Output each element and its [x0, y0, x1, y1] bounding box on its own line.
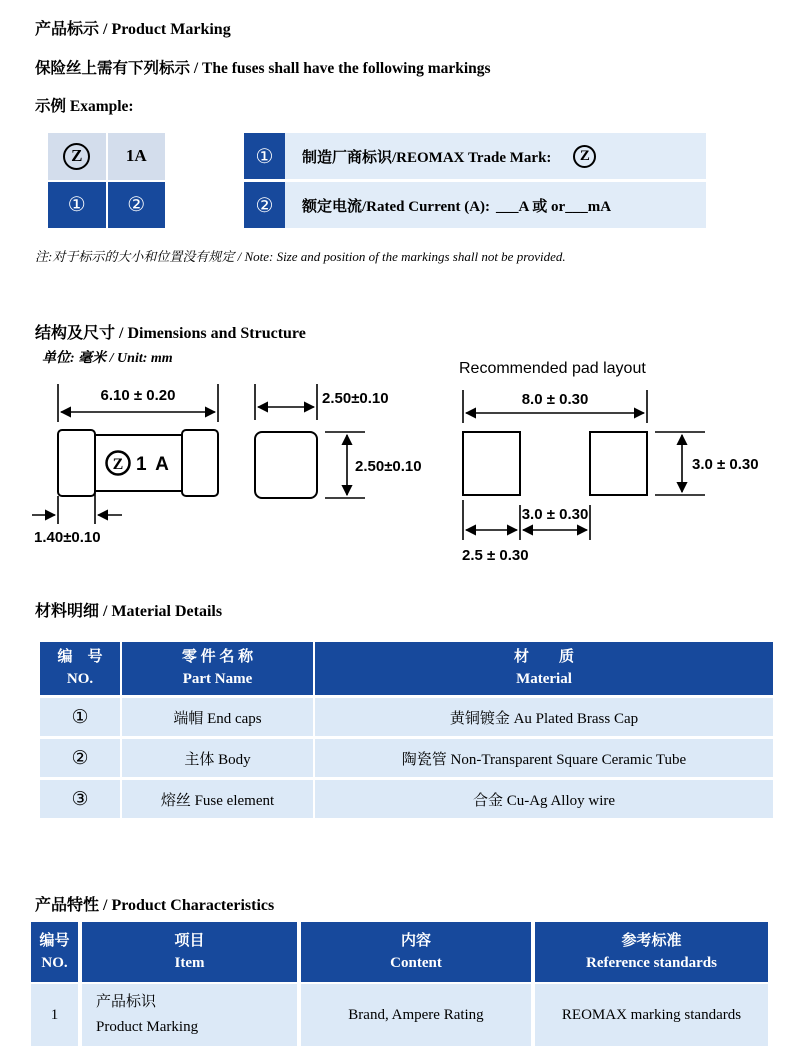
reomax-logo-icon: Z [63, 143, 90, 170]
char-header-item-zh: 项目 [174, 932, 205, 949]
pad-layout-title: Recommended pad layout [459, 360, 646, 377]
material-header-no-en: NO. [66, 670, 94, 687]
fuse-cross-section-diagram [240, 376, 440, 566]
material-header-no-zh: 编 号 [57, 648, 103, 665]
char-header-item [82, 922, 297, 982]
legend-text-trademark [285, 133, 706, 179]
legend-row-trademark [244, 133, 706, 179]
material-header-part-zh: 零 件 名 称 [181, 648, 254, 665]
material-header-material-zh: 材 质 [513, 648, 574, 665]
fuse-front-view-diagram [30, 376, 235, 566]
material-header-no [40, 642, 120, 695]
char-header-reference-zh: 参考标准 [621, 932, 682, 949]
reomax-logo-icon: Z [573, 145, 596, 168]
dim-height-label: 2.50±0.10 [355, 458, 422, 475]
legend-num-1: ① [244, 133, 285, 179]
legend-row-rated-current [244, 182, 706, 228]
table-row [40, 695, 773, 736]
table-row [40, 736, 773, 777]
char-header-no [31, 922, 78, 982]
table-row [40, 777, 773, 818]
section-heading-dimensions: 结构及尺寸 / Dimensions and Structure [35, 325, 306, 342]
char-header-no-zh: 编号 [39, 932, 70, 949]
section-heading-product-marking: 产品标示 / Product Marking [35, 21, 231, 38]
marking-legend-table [244, 133, 706, 231]
char-header-content [301, 922, 531, 982]
dim-pad-gap-label: 3.0 ± 0.30 [521, 506, 589, 523]
dim-width-label: 2.50±0.10 [322, 390, 389, 407]
char-row1-item-zh: 产品标识 [96, 993, 157, 1010]
char-header-reference [535, 922, 768, 982]
section-heading-material-details: 材料明细 / Material Details [35, 603, 223, 620]
dim-pad-height-label: 3.0 ± 0.30 [692, 456, 759, 473]
material-row3-no: ③ [71, 788, 89, 810]
pad-left [463, 432, 520, 495]
material-row3-part: 熔丝 Fuse element [120, 780, 313, 818]
char-header-reference-en: Reference standards [586, 955, 717, 971]
material-header-material [313, 642, 773, 695]
sample-marking-table [48, 133, 165, 228]
char-row1-no: 1 [31, 984, 78, 1046]
example-label: 示例 Example: [35, 98, 134, 115]
unit-label: 单位: 毫米 / Unit: mm [42, 351, 173, 366]
table-row [31, 984, 768, 1046]
sample-trademark-cell [48, 133, 106, 180]
material-header-part-en: Part Name [182, 670, 253, 687]
dim-cap-width-label: 1.40±0.10 [34, 529, 101, 546]
fuse-marking-text: 1 A [136, 454, 171, 475]
char-header-content-en: Content [390, 955, 442, 971]
legend-num-2: ② [244, 182, 285, 228]
material-row2-no: ② [71, 747, 89, 769]
marking-requirement-text: 保险丝上需有下列标示 / The fuses shall have the following markings [35, 60, 491, 77]
material-row1-part: 端帽 End caps [120, 698, 313, 736]
sample-rating-cell: 1A [108, 133, 166, 180]
pad-right [590, 432, 647, 495]
char-header-item-en: Item [174, 955, 205, 971]
legend-rated-current-blanks: ___A 或 or___mA [496, 198, 612, 215]
legend-text-rated-current [285, 182, 706, 228]
sample-position-2: ② [108, 182, 166, 229]
char-row1-content: Brand, Ampere Rating [301, 984, 531, 1046]
char-header-content-zh: 内容 [400, 932, 431, 949]
section-heading-product-characteristics: 产品特性 / Product Characteristics [35, 897, 275, 914]
recommended-pad-layout-diagram [450, 385, 795, 585]
char-row1-item [82, 984, 297, 1046]
material-row1-no: ① [71, 706, 89, 728]
material-details-table [40, 642, 773, 818]
dim-pad-span-label: 8.0 ± 0.30 [521, 391, 589, 408]
material-table-header [40, 642, 773, 695]
char-row1-item-en: Product Marking [96, 1019, 199, 1035]
product-characteristics-table [31, 922, 768, 1046]
material-header-material-en: Material [516, 670, 572, 687]
sample-position-1: ① [48, 182, 106, 229]
material-header-part [120, 642, 313, 695]
fuse-logo-letter: Z [112, 456, 124, 473]
char-header-no-en: NO. [41, 955, 68, 971]
material-row3-material: 合金 Cu-Ag Alloy wire [313, 780, 773, 818]
material-row1-material: 黄铜镀金 Au Plated Brass Cap [313, 698, 773, 736]
characteristics-table-header [31, 922, 768, 982]
char-row1-reference: REOMAX marking standards [535, 984, 768, 1046]
ceramic-tube-cross-section [255, 432, 317, 498]
dim-length-label: 6.10 ± 0.20 [100, 387, 176, 404]
marking-note: 注:对于标示的大小和位置没有规定 / Note: Size and position of the markings shall not be provided. [35, 249, 566, 264]
legend-rated-current-label: 额定电流/Rated Current (A): [302, 198, 491, 215]
material-row2-part: 主体 Body [120, 739, 313, 777]
material-row2-material: 陶瓷管 Non-Transparent Square Ceramic Tube [313, 739, 773, 777]
dim-pad-width-label: 2.5 ± 0.30 [462, 547, 529, 564]
fuse-end-cap-right [182, 430, 218, 496]
fuse-end-cap-left [58, 430, 95, 496]
legend-trademark-label: 制造厂商标识/REOMAX Trade Mark: [302, 149, 552, 166]
